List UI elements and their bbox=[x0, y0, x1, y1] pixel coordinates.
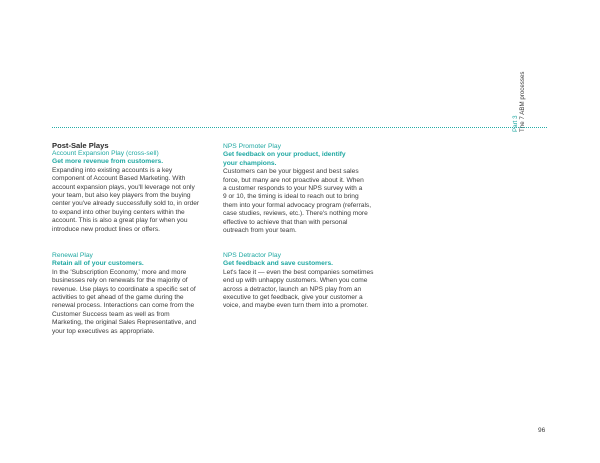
play-name: NPS Detractor Play bbox=[223, 252, 281, 259]
body-line: introduce new product lines or offers. bbox=[52, 225, 161, 233]
section-title: Post-Sale Plays bbox=[52, 141, 109, 150]
play-tagline bbox=[223, 260, 383, 268]
play-tagline: Retain all of your customers. bbox=[52, 260, 144, 268]
dotted-divider bbox=[52, 127, 547, 128]
body-line: effective to achieve that than with personal bbox=[223, 218, 348, 226]
body-line: them into your formal advocacy program (referrals, bbox=[223, 201, 372, 209]
body-line: account expansion plays, you'll leverage not only bbox=[52, 183, 195, 191]
play-tagline: Get more revenue from customers. bbox=[52, 158, 164, 166]
nps-detractor-play bbox=[223, 252, 383, 311]
play-tagline bbox=[223, 151, 383, 168]
page-number: 96 bbox=[538, 427, 546, 434]
body-line: Marketing, the original Sales Representative, and bbox=[52, 319, 197, 327]
body-line: case studies, reviews, etc.). There's nothing more bbox=[223, 210, 368, 218]
side-label-part: Part 3 bbox=[512, 115, 519, 132]
tagline-line: Get feedback and save customers. bbox=[223, 260, 334, 268]
body-line: voice, and maybe even turn them into a promoter. bbox=[223, 302, 369, 310]
play-name: NPS Promoter Play bbox=[223, 143, 281, 150]
body-line: In the 'Subscription Economy,' more and more bbox=[52, 268, 187, 276]
account-expansion-play bbox=[52, 150, 212, 234]
body-line: businesses rely on renewals for the majority of bbox=[52, 277, 188, 285]
body-line: component of Account Based Marketing. With bbox=[52, 175, 186, 183]
body-line: renewal process. Interactions can come from the bbox=[52, 302, 195, 310]
play-body bbox=[223, 168, 383, 235]
body-line: a customer responds to your NPS survey with a bbox=[223, 185, 363, 193]
body-line: 9 or 10, the timing is ideal to reach out to bring bbox=[223, 193, 359, 201]
body-line: Let's face it — even the best companies sometimes bbox=[223, 268, 374, 276]
body-line: revenue. Use plays to coordinate a specific set of bbox=[52, 285, 196, 293]
play-body bbox=[223, 269, 383, 311]
nps-promoter-play bbox=[223, 143, 383, 235]
body-line: activities to get ahead of the game during the bbox=[52, 294, 184, 302]
body-line: your team, but also key players from the buying bbox=[52, 192, 191, 200]
body-line: force, but many are not proactive about it. When bbox=[223, 176, 364, 184]
play-name: Renewal Play bbox=[52, 252, 93, 259]
tagline-line: your champions. bbox=[223, 159, 277, 167]
body-line: Expanding into existing accounts is a key bbox=[52, 166, 173, 174]
body-line: end up with unhappy customers. When you come bbox=[223, 277, 368, 285]
tagline-line: Get feedback on your product, identify bbox=[223, 151, 346, 159]
body-line: across a detractor, launch an NPS play from an bbox=[223, 285, 362, 293]
side-label-title: The 7 ABM processes bbox=[519, 71, 526, 132]
play-body bbox=[52, 167, 212, 234]
body-line: Customers can be your biggest and best sales bbox=[223, 168, 359, 176]
section-side-label bbox=[492, 52, 552, 132]
play-body bbox=[52, 269, 212, 336]
play-name: Account Expansion Play (cross-sell) bbox=[52, 150, 159, 157]
renewal-play bbox=[52, 252, 212, 336]
body-line: executive to get feedback, give your customer a bbox=[223, 294, 363, 302]
body-line: center you've already successfully sold to, in order bbox=[52, 200, 200, 208]
body-line: Customer Success team as well as from bbox=[52, 310, 170, 318]
body-line: outreach from your team. bbox=[223, 227, 297, 235]
body-line: your top executives as appropriate. bbox=[52, 327, 155, 335]
body-line: account. This is also a great play for when you bbox=[52, 217, 188, 225]
body-line: to expand into other buying centers within the bbox=[52, 208, 185, 216]
left-column bbox=[52, 141, 212, 234]
